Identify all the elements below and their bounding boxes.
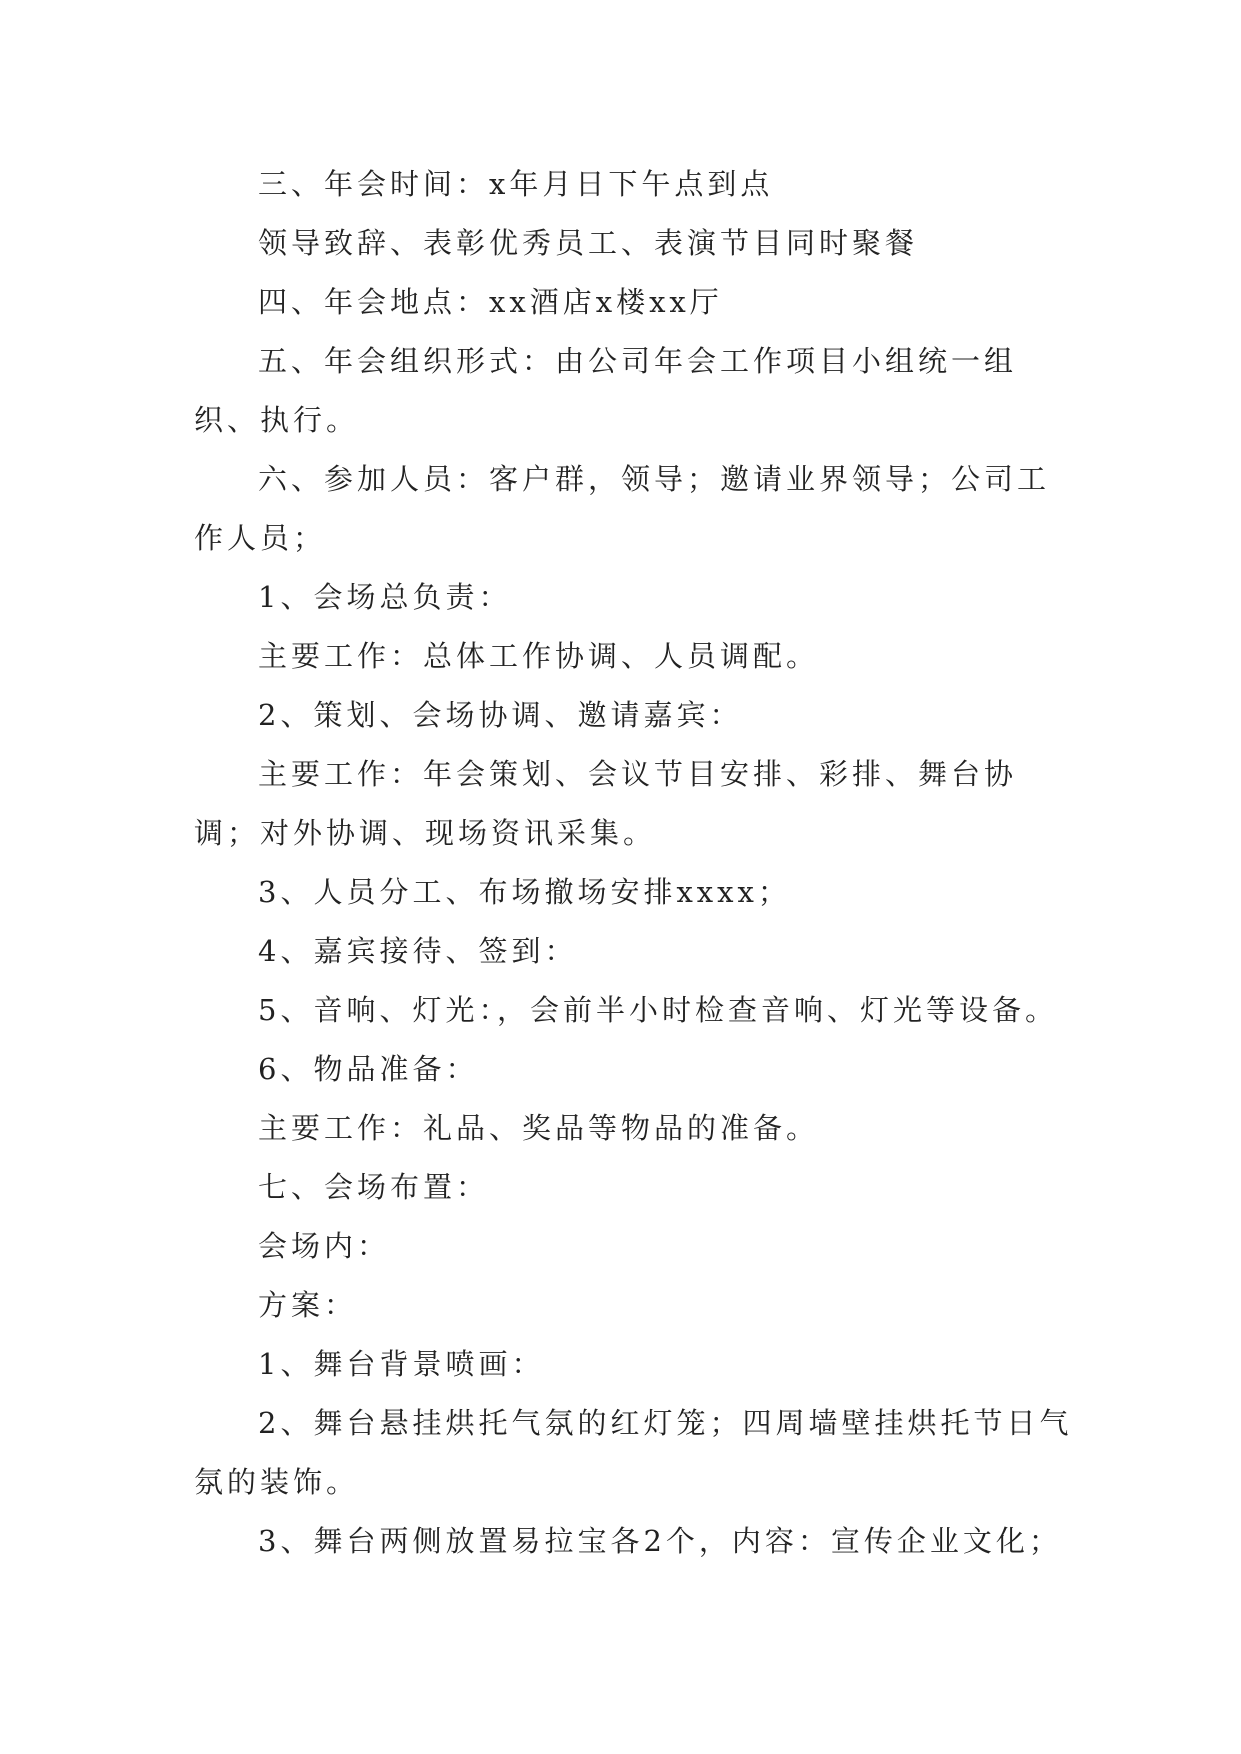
paragraph-plan: 方案： <box>258 1288 358 1322</box>
paragraph-supplies: 6、物品准备： <box>258 1052 479 1086</box>
paragraph-reception: 4、嘉宾接待、签到： <box>258 934 578 968</box>
paragraph-organization-form: 五、年会组织形式：由公司年会工作项目小组统一组织、执行。 <box>194 344 1018 437</box>
paragraph-meeting-time: 三、年会时间：x年月日下午点到点 <box>258 167 774 201</box>
paragraph-venue-setup: 七、会场布置： <box>258 1170 490 1204</box>
document-body <box>194 155 1074 1571</box>
paragraph-participants: 六、参加人员：客户群，领导；邀请业界领导；公司工作人员； <box>194 462 1051 555</box>
paragraph-indoor: 会场内： <box>258 1229 391 1263</box>
paragraph-venue-lead: 1、会场总负责： <box>258 580 512 614</box>
paragraph-stage-decoration: 2、舞台悬挂烘托气氛的红灯笼；四周墙壁挂烘托节日气氛的装饰。 <box>194 1406 1073 1499</box>
paragraph-supplies-duties: 主要工作：礼品、奖品等物品的准备。 <box>258 1111 820 1145</box>
paragraph-agenda: 领导致辞、表彰优秀员工、表演节目同时聚餐 <box>258 226 919 260</box>
paragraph-venue-lead-duties: 主要工作：总体工作协调、人员调配。 <box>258 639 820 673</box>
paragraph-planning-duties: 主要工作：年会策划、会议节目安排、彩排、舞台协调；对外协调、现场资讯采集。 <box>194 757 1018 850</box>
paragraph-meeting-location: 四、年会地点：xx酒店x楼xx厅 <box>258 285 723 319</box>
paragraph-planning: 2、策划、会场协调、邀请嘉宾： <box>258 698 743 732</box>
paragraph-audio-lighting: 5、音响、灯光：，会前半小时检查音响、灯光等设备。 <box>258 993 1058 1027</box>
paragraph-staffing: 3、人员分工、布场撤场安排xxxx； <box>258 875 791 909</box>
paragraph-banners: 3、舞台两侧放置易拉宝各2个，内容：宣传企业文化； <box>258 1524 1062 1558</box>
paragraph-stage-backdrop: 1、舞台背景喷画： <box>258 1347 545 1381</box>
